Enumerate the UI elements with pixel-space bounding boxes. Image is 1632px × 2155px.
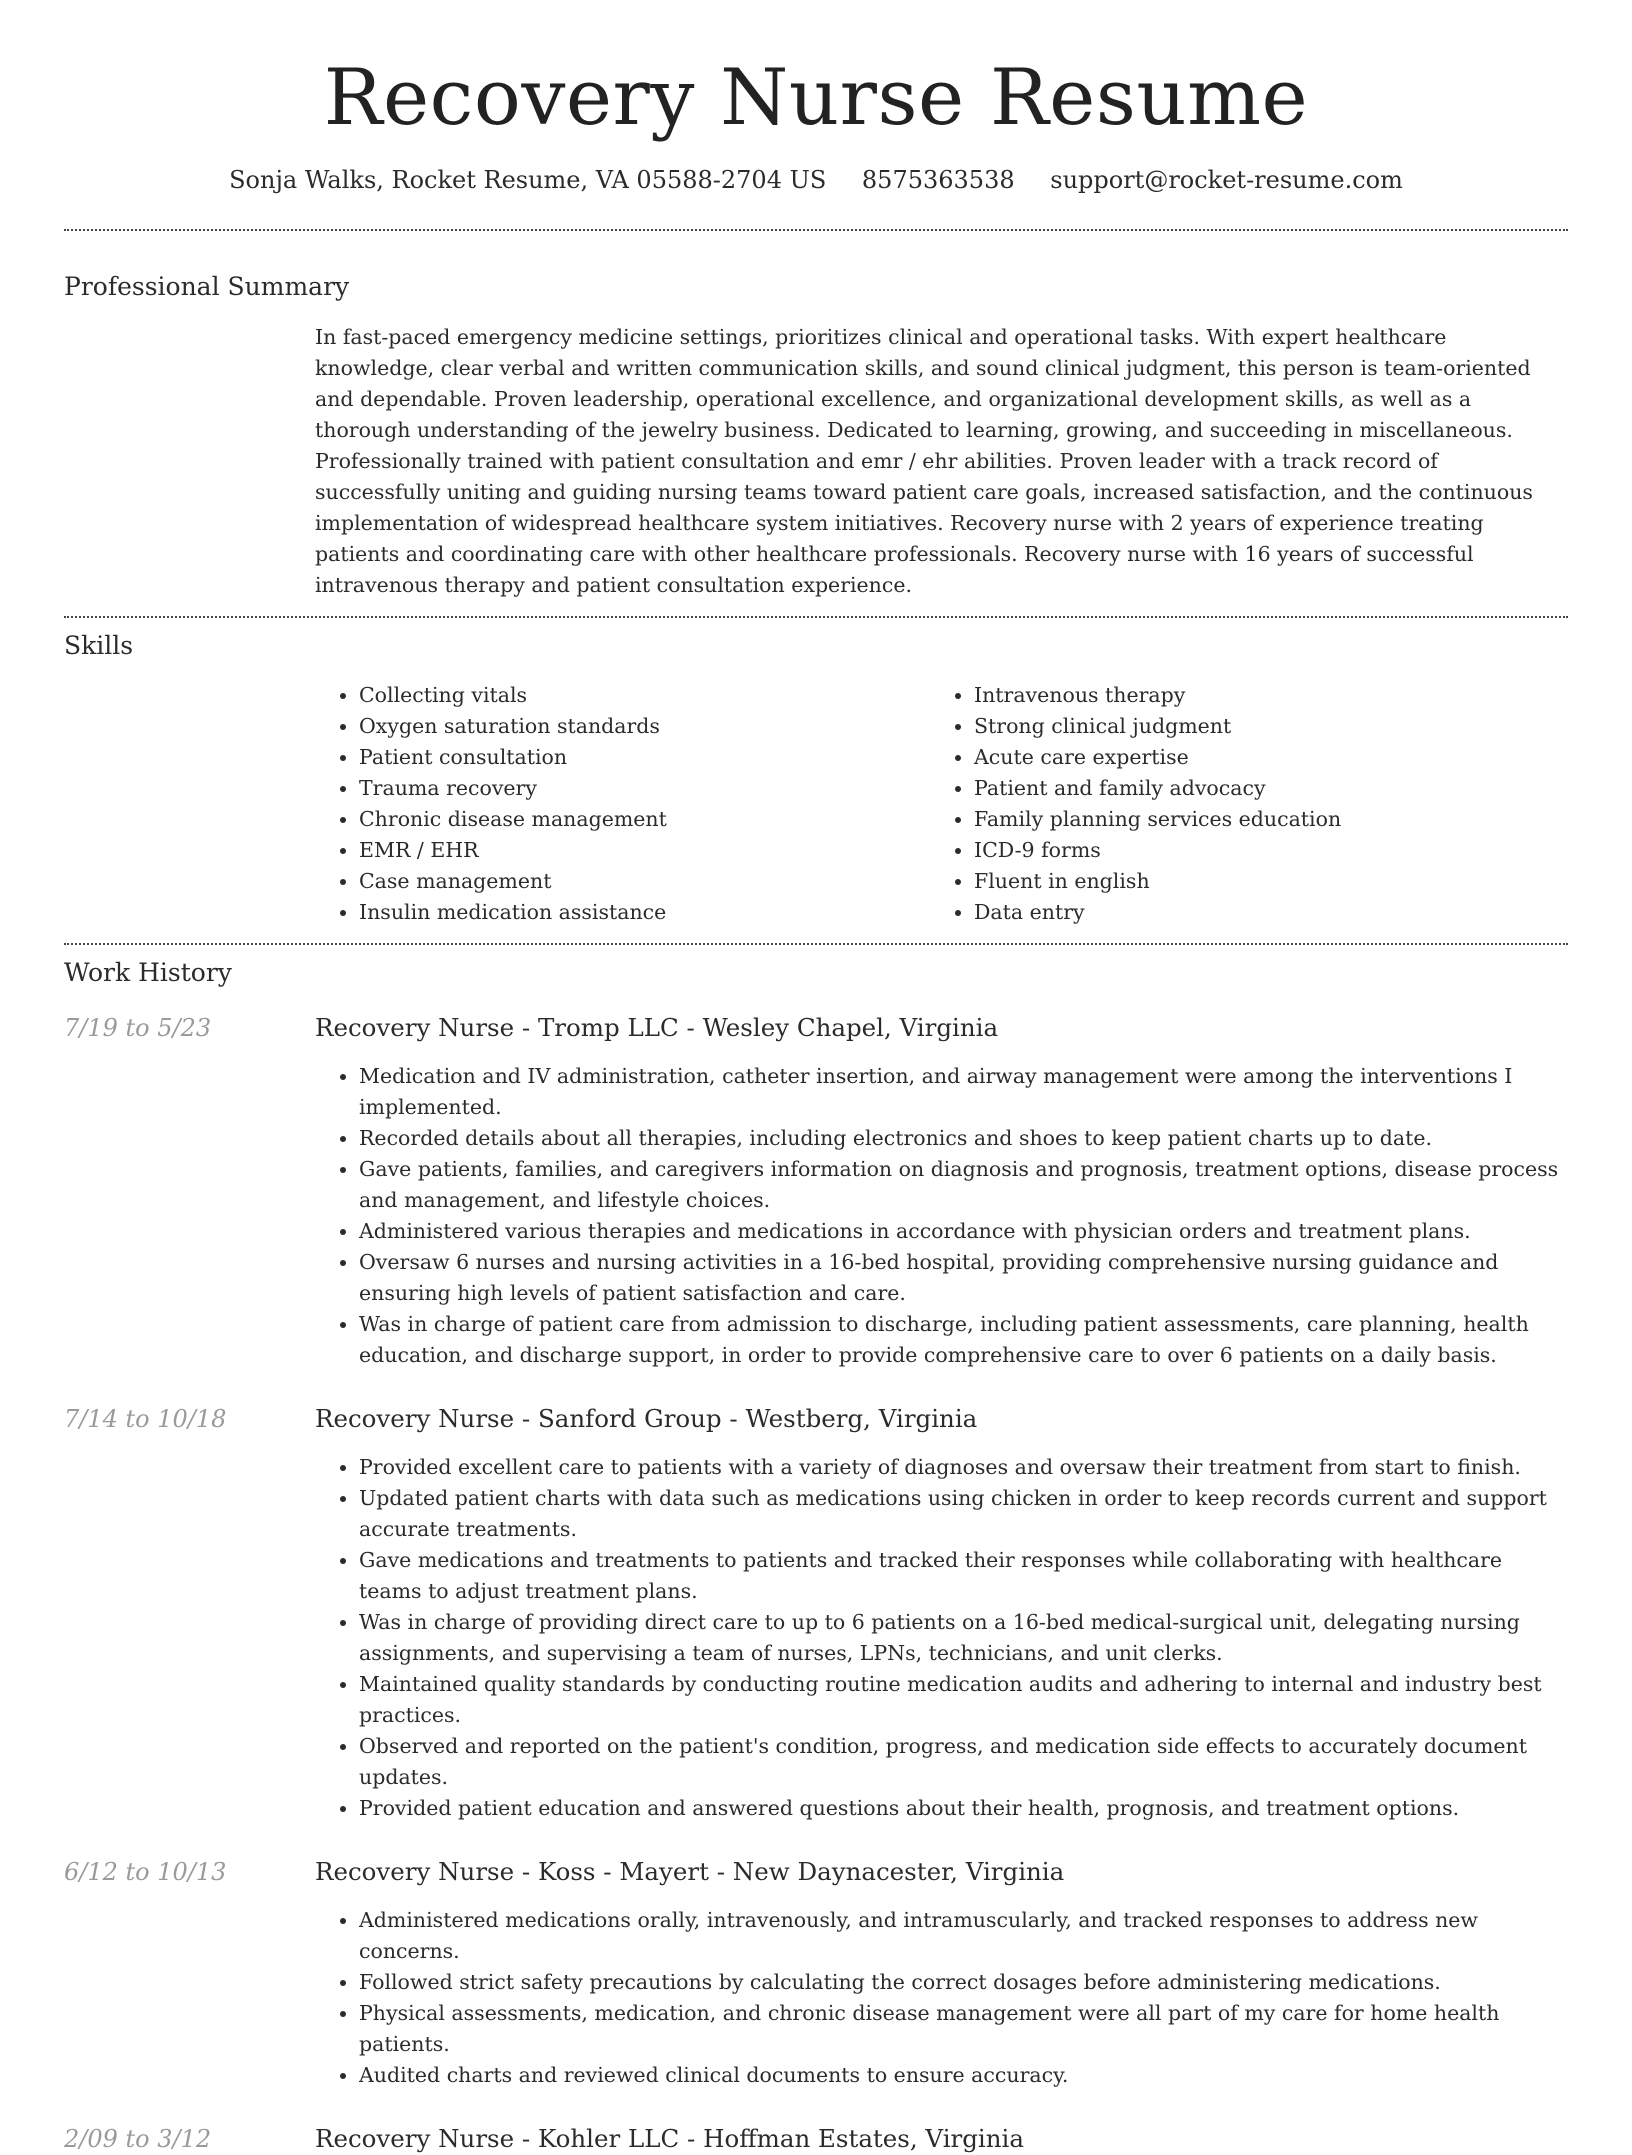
skill-item: • Trauma recovery bbox=[359, 773, 930, 804]
job-bullet: • Audited charts and reviewed clinical documents to ensure accuracy. bbox=[359, 2060, 1568, 2091]
skill-item: • Intravenous therapy bbox=[974, 680, 1545, 711]
skill-item: • ICD-9 forms bbox=[974, 835, 1545, 866]
work-history-section bbox=[64, 957, 1568, 2155]
summary-text: In fast-paced emergency medicine settings, prioritizes clinical and operational tasks. With expert healthcare knowledge, clear verbal and written communication skills, and sound clinical judgment, this person is team-oriented and dependable. Proven leadership, operational excellence, and organizational development skills, as well as a thorough understanding of the jewelry business. Dedicated to learning, growing, and succeeding in miscellaneous. Professionally trained with patient consultation and emr / ehr abilities. Proven leader with a track record of successfully uniting and guiding nursing teams toward patient care goals, increased satisfaction, and the continuous implementation of widespread healthcare system initiatives. Recovery nurse with 2 years of experience treating patients and coordinating care with other healthcare professionals. Recovery nurse with 16 years of successful intravenous therapy and patient consultation experience. bbox=[315, 324, 1533, 597]
job-dates: 7/14 to 10/18 bbox=[64, 1404, 227, 1433]
section-divider bbox=[64, 229, 1568, 231]
skill-item: • Insulin medication assistance bbox=[359, 897, 930, 928]
job-entry bbox=[64, 1856, 1568, 2091]
job-bullets bbox=[315, 1061, 1568, 1371]
resume-title: Recovery Nurse Resume bbox=[323, 53, 1309, 143]
job-title: Recovery Nurse - Sanford Group - Westberg, Virginia bbox=[315, 1403, 978, 1433]
summary-section bbox=[64, 271, 1568, 601]
job-header bbox=[64, 2123, 1568, 2155]
job-bullet: • Observed and reported on the patient's condition, progress, and medication side effects to accurately document updates. bbox=[359, 1731, 1568, 1793]
skill-item: • Family planning services education bbox=[974, 804, 1545, 835]
job-bullet: • Was in charge of providing direct care to up to 6 patients on a 16-bed medical-surgical unit, delegating nursing assignments, and supervising a team of nurses, LPNs, technicians, and unit clerks. bbox=[359, 1607, 1568, 1669]
job-bullet: • Provided patient education and answered questions about their health, prognosis, and treatment options. bbox=[359, 1793, 1568, 1824]
job-title: Recovery Nurse - Koss - Mayert - New Daynacester, Virginia bbox=[315, 1856, 1065, 1886]
skill-item: • Patient and family advocacy bbox=[974, 773, 1545, 804]
skill-item: • Acute care expertise bbox=[974, 742, 1545, 773]
job-bullet: • Followed strict safety precautions by calculating the correct dosages before administering medications. bbox=[359, 1967, 1568, 1998]
job-bullet: • Administered various therapies and medications in accordance with physician orders and treatment plans. bbox=[359, 1216, 1568, 1247]
job-entry bbox=[64, 2123, 1568, 2155]
job-header bbox=[64, 1403, 1568, 1435]
job-title: Recovery Nurse - Tromp LLC - Wesley Chapel, Virginia bbox=[315, 1012, 999, 1042]
job-dates: 7/19 to 5/23 bbox=[64, 1013, 212, 1042]
skills-list bbox=[315, 680, 1568, 928]
job-bullet: • Maintained quality standards by conducting routine medication audits and adhering to internal and industry best practices. bbox=[359, 1669, 1568, 1731]
job-bullets bbox=[315, 1452, 1568, 1824]
job-bullet: • Gave patients, families, and caregivers information on diagnosis and prognosis, treatment options, disease process and management, and lifestyle choices. bbox=[359, 1154, 1568, 1216]
job-entry bbox=[64, 1403, 1568, 1824]
job-bullet: • Updated patient charts with data such as medications using chicken in order to keep records current and support accurate treatments. bbox=[359, 1483, 1568, 1545]
job-bullet: • Gave medications and treatments to patients and tracked their responses while collaborating with healthcare teams to adjust treatment plans. bbox=[359, 1545, 1568, 1607]
job-dates: 6/12 to 10/13 bbox=[64, 1857, 227, 1886]
skill-item: • Fluent in english bbox=[974, 866, 1545, 897]
job-title: Recovery Nurse - Kohler LLC - Hoffman Estates, Virginia bbox=[315, 2123, 1024, 2153]
job-bullet: • Was in charge of patient care from admission to discharge, including patient assessments, care planning, health education, and discharge support, in order to provide comprehensive care to over 6 patients on a daily basis. bbox=[359, 1309, 1568, 1371]
skill-item: • Case management bbox=[359, 866, 930, 897]
skill-item: • Strong clinical judgment bbox=[974, 711, 1545, 742]
job-header bbox=[64, 1012, 1568, 1044]
job-entry bbox=[64, 1012, 1568, 1371]
job-bullet: • Physical assessments, medication, and chronic disease management were all part of my care for home health patients. bbox=[359, 1998, 1568, 2060]
contact-line bbox=[64, 164, 1568, 198]
skill-item: • Chronic disease management bbox=[359, 804, 930, 835]
skill-item: • Patient consultation bbox=[359, 742, 930, 773]
contact-address: Sonja Walks, Rocket Resume, VA 05588-2704 US bbox=[229, 165, 827, 194]
job-dates: 2/09 to 3/12 bbox=[64, 2124, 212, 2153]
skill-item: • Data entry bbox=[974, 897, 1545, 928]
skills-heading: Skills bbox=[64, 630, 134, 660]
skills-column-right bbox=[930, 680, 1545, 928]
job-bullet: • Provided excellent care to patients with a variety of diagnoses and oversaw their treatment from start to finish. bbox=[359, 1452, 1568, 1483]
section-divider bbox=[64, 943, 1568, 945]
resume-page bbox=[64, 0, 1568, 2155]
job-bullet: • Administered medications orally, intravenously, and intramuscularly, and tracked responses to address new concerns. bbox=[359, 1905, 1568, 1967]
contact-email: support@rocket-resume.com bbox=[1050, 165, 1403, 194]
skills-section bbox=[64, 630, 1568, 929]
contact-phone: 8575363538 bbox=[861, 165, 1015, 194]
job-bullet: • Oversaw 6 nurses and nursing activities in a 16-bed hospital, providing comprehensive nursing guidance and ensuring high levels of patient satisfaction and care. bbox=[359, 1247, 1568, 1309]
job-bullet: • Medication and IV administration, catheter insertion, and airway management were among the interventions I implemented. bbox=[359, 1061, 1568, 1123]
job-bullets bbox=[315, 1905, 1568, 2091]
section-divider bbox=[64, 616, 1568, 618]
skill-item: • Collecting vitals bbox=[359, 680, 930, 711]
skill-item: • EMR / EHR bbox=[359, 835, 930, 866]
skill-item: • Oxygen saturation standards bbox=[359, 711, 930, 742]
work-history-heading: Work History bbox=[64, 958, 232, 988]
job-header bbox=[64, 1856, 1568, 1888]
skills-column-left bbox=[315, 680, 930, 928]
summary-heading: Professional Summary bbox=[64, 272, 350, 302]
job-bullet: • Recorded details about all therapies, including electronics and shoes to keep patient charts up to date. bbox=[359, 1123, 1568, 1154]
